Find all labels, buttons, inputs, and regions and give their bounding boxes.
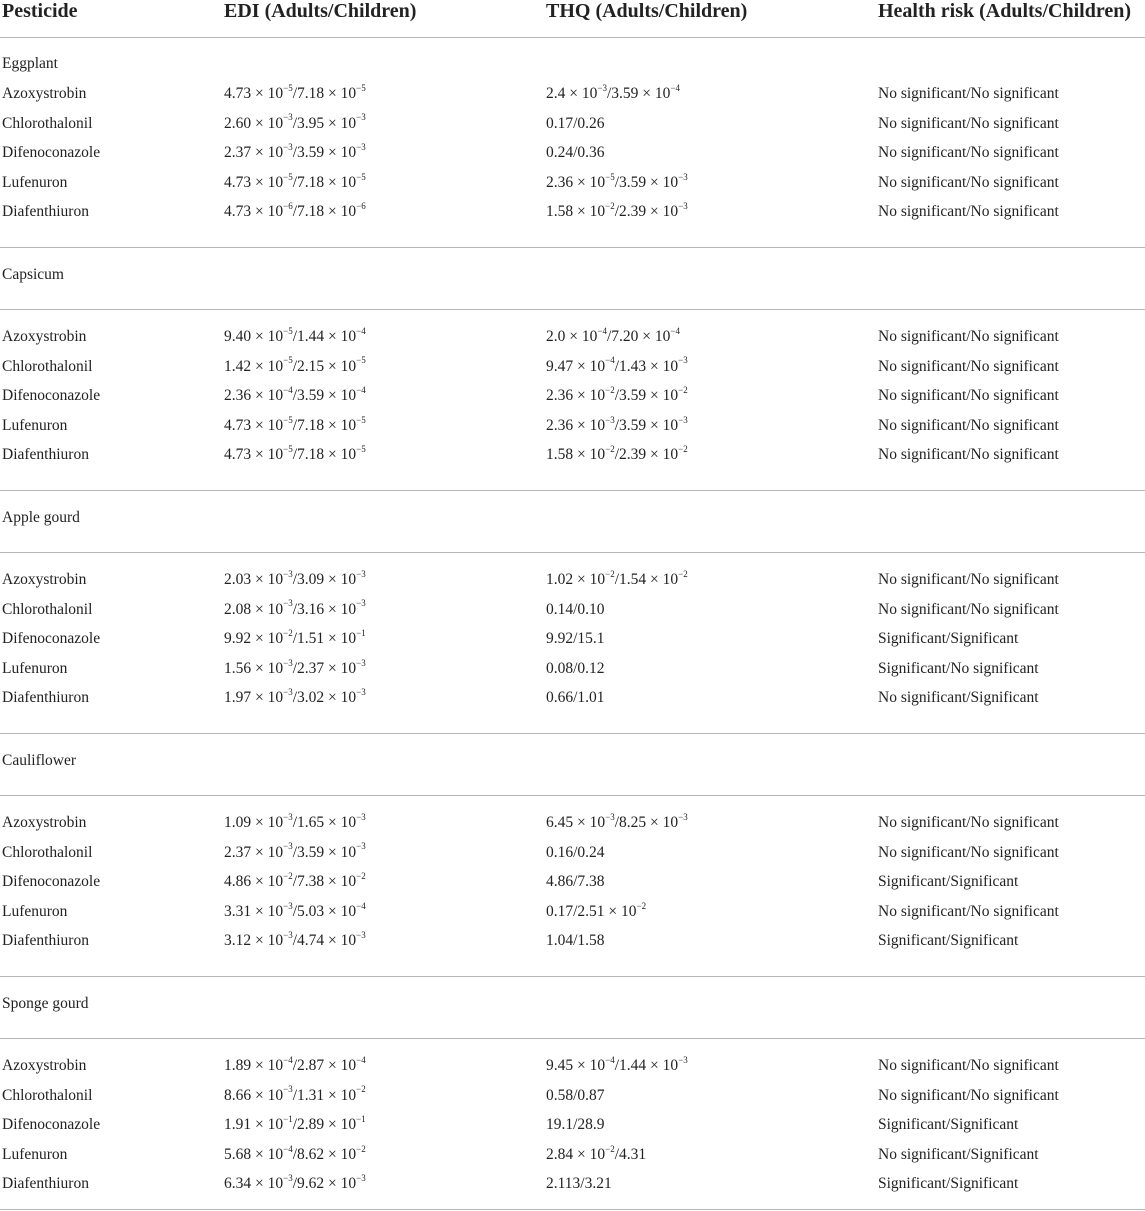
cell-thq: $0.17/2.51 \times 10^{-2}$ [546,900,647,920]
cell-thq: $1.02 \times 10^{-2}/1.54 \times 10^{-2}$ [546,568,688,588]
cell-edi: $9.40 \times 10^{-5}/1.44 \times 10^{-4}$ [224,325,366,345]
cell-pesticide: Chlorothalonil [2,357,93,375]
table-header [0,0,1145,37]
cell-thq: 0.24/0.36 [546,144,605,162]
cell-thq: 0.17/0.26 [546,114,605,132]
divider [0,37,1145,38]
table-row [0,326,1145,348]
divider [0,552,1145,553]
cell-thq: 19.1/28.9 [546,1116,605,1134]
cell-pesticide: Difenoconazole [2,144,101,162]
cell-edi: $1.91 \times 10^{-1}/2.89 \times 10^{-1}$ [224,1114,366,1134]
cell-pesticide: Lufenuron [2,902,68,920]
cell-edi: $2.08 \times 10^{-3}/3.16 \times 10^{-3}$ [224,598,366,618]
cell-health-risk: No significant/No significant [878,1086,1059,1104]
divider [0,309,1145,310]
cell-thq: $1.58 \times 10^{-2}/2.39 \times 10^{-3}$ [546,201,688,221]
cell-pesticide: Diafenthiuron [2,446,89,464]
column-header-edi: EDI (Adults/Children) [224,0,417,22]
cell-thq: $9.45 \times 10^{-4}/1.44 \times 10^{-3}$ [546,1054,688,1074]
cell-edi: $3.31 \times 10^{-3}/5.03 \times 10^{-4}$ [224,900,366,920]
cell-health-risk: No significant/No significant [878,571,1059,588]
cell-thq: $2.36 \times 10^{-2}/3.59 \times 10^{-2}$ [546,385,688,405]
cell-health-risk: No significant/Significant [878,1145,1039,1163]
cell-pesticide: Difenoconazole [2,1116,101,1134]
cell-edi: $2.60 \times 10^{-3}/3.95 \times 10^{-3}$ [224,112,366,132]
table-row [0,569,1145,591]
section-label: Sponge gourd [2,995,89,1012]
table-row [0,599,1145,621]
table-row [0,1055,1145,1077]
section-label: Eggplant [2,55,58,72]
cell-health-risk: No significant/No significant [878,1057,1059,1074]
table-row [0,812,1145,834]
cell-pesticide: Azoxystrobin [2,1057,87,1074]
cell-health-risk: No significant/No significant [878,357,1059,375]
table-row [0,871,1145,893]
cell-health-risk: Significant/Significant [878,630,1019,648]
divider [0,1209,1145,1210]
cell-health-risk: No significant/No significant [878,814,1059,831]
cell-pesticide: Chlorothalonil [2,600,93,618]
column-header-health-risk: Health risk (Adults/Children) [878,0,1131,22]
cell-health-risk: No significant/No significant [878,328,1059,345]
cell-edi: $2.03 \times 10^{-3}/3.09 \times 10^{-3}$ [224,568,366,588]
cell-edi: $2.37 \times 10^{-3}/3.59 \times 10^{-3}$ [224,841,366,861]
cell-health-risk: Significant/Significant [878,1175,1019,1193]
cell-edi: $9.92 \times 10^{-2}/1.51 \times 10^{-1}$ [224,628,366,648]
column-header-thq: THQ (Adults/Children) [546,0,748,22]
cell-pesticide: Azoxystrobin [2,85,87,102]
cell-thq: $2.4 \times 10^{-3}/3.59 \times 10^{-4}$ [546,82,680,102]
cell-edi: $4.73 \times 10^{-5}/7.18 \times 10^{-5}$ [224,444,366,464]
cell-health-risk: No significant/No significant [878,843,1059,861]
cell-edi: $1.89 \times 10^{-4}/2.87 \times 10^{-4}$ [224,1054,366,1074]
table-row [0,83,1145,105]
divider [0,795,1145,796]
divider [0,247,1145,248]
cell-thq: $2.36 \times 10^{-5}/3.59 \times 10^{-3}$ [546,171,688,191]
cell-thq: $2.36 \times 10^{-3}/3.59 \times 10^{-3}$ [546,414,688,434]
table-row [0,658,1145,680]
cell-thq: 9.92/15.1 [546,630,605,648]
cell-thq: 0.66/1.01 [546,689,605,707]
column-header-pesticide: Pesticide [2,0,78,22]
cell-edi: $3.12 \times 10^{-3}/4.74 \times 10^{-3}$ [224,930,366,950]
cell-edi: $1.42 \times 10^{-5}/2.15 \times 10^{-5}$ [224,355,366,375]
table-row [0,113,1145,135]
cell-edi: $4.73 \times 10^{-5}/7.18 \times 10^{-5}$ [224,82,366,102]
table-row [0,201,1145,223]
cell-pesticide: Azoxystrobin [2,571,87,588]
cell-pesticide: Chlorothalonil [2,114,93,132]
cell-health-risk: No significant/No significant [878,416,1059,434]
table-row [0,628,1145,650]
cell-edi: $1.09 \times 10^{-3}/1.65 \times 10^{-3}$ [224,811,366,831]
cell-health-risk: No significant/No significant [878,173,1059,191]
cell-pesticide: Lufenuron [2,416,68,434]
cell-pesticide: Difenoconazole [2,630,101,648]
cell-health-risk: No significant/No significant [878,902,1059,920]
cell-thq: 0.16/0.24 [546,843,605,861]
cell-thq: $9.47 \times 10^{-4}/1.43 \times 10^{-3}$ [546,355,688,375]
table-row [0,444,1145,466]
cell-pesticide: Diafenthiuron [2,689,89,707]
table-row [0,842,1145,864]
cell-health-risk: No significant/No significant [878,387,1059,405]
cell-health-risk: Significant/Significant [878,873,1019,891]
table-row [0,901,1145,923]
cell-pesticide: Azoxystrobin [2,328,87,345]
cell-pesticide: Azoxystrobin [2,814,87,831]
cell-health-risk: No significant/No significant [878,600,1059,618]
cell-thq: 1.04/1.58 [546,932,605,950]
cell-thq: 0.14/0.10 [546,600,605,618]
cell-edi: $1.56 \times 10^{-3}/2.37 \times 10^{-3}$ [224,657,366,677]
section-label: Cauliflower [2,752,77,769]
cell-thq: 0.08/0.12 [546,659,605,677]
table-row [0,415,1145,437]
table-row [0,1144,1145,1166]
divider [0,490,1145,491]
cell-edi: $4.73 \times 10^{-5}/7.18 \times 10^{-5}$ [224,414,366,434]
table-row [0,1114,1145,1136]
cell-pesticide: Diafenthiuron [2,1175,89,1193]
cell-health-risk: Significant/No significant [878,659,1039,677]
cell-edi: $8.66 \times 10^{-3}/1.31 \times 10^{-2}$ [224,1084,366,1104]
cell-health-risk: Significant/Significant [878,932,1019,950]
cell-edi: $5.68 \times 10^{-4}/8.62 \times 10^{-2}$ [224,1143,366,1163]
cell-health-risk: No significant/No significant [878,446,1059,464]
cell-pesticide: Diafenthiuron [2,203,89,221]
cell-pesticide: Lufenuron [2,1145,68,1163]
section-label: Apple gourd [2,509,80,526]
cell-thq: 0.58/0.87 [546,1086,605,1104]
cell-pesticide: Lufenuron [2,173,68,191]
cell-edi: $4.86 \times 10^{-2}/7.38 \times 10^{-2}$ [224,871,366,891]
cell-edi: $6.34 \times 10^{-3}/9.62 \times 10^{-3}$ [224,1173,366,1193]
section-label: Capsicum [2,266,64,283]
table-row [0,687,1145,709]
cell-pesticide: Difenoconazole [2,387,101,405]
cell-edi: $4.73 \times 10^{-5}/7.18 \times 10^{-5}$ [224,171,366,191]
cell-edi: $2.37 \times 10^{-3}/3.59 \times 10^{-3}$ [224,142,366,162]
table-row [0,385,1145,407]
table-row [0,1173,1145,1195]
cell-pesticide: Difenoconazole [2,873,101,891]
table-row [0,930,1145,952]
cell-health-risk: No significant/No significant [878,114,1059,132]
table-row [0,142,1145,164]
divider [0,733,1145,734]
cell-thq: 4.86/7.38 [546,873,605,891]
cell-pesticide: Lufenuron [2,659,68,677]
cell-health-risk: No significant/No significant [878,144,1059,162]
cell-thq: $6.45 \times 10^{-3}/8.25 \times 10^{-3}$ [546,811,688,831]
cell-pesticide: Diafenthiuron [2,932,89,950]
cell-pesticide: Chlorothalonil [2,843,93,861]
cell-thq: 2.113/3.21 [546,1175,612,1193]
cell-thq: $2.0 \times 10^{-4}/7.20 \times 10^{-4}$ [546,325,680,345]
cell-thq: $1.58 \times 10^{-2}/2.39 \times 10^{-2}$ [546,444,688,464]
table-row [0,356,1145,378]
cell-health-risk: No significant/No significant [878,85,1059,102]
cell-health-risk: No significant/No significant [878,203,1059,221]
cell-pesticide: Chlorothalonil [2,1086,93,1104]
cell-health-risk: No significant/Significant [878,689,1039,707]
divider [0,1038,1145,1039]
cell-health-risk: Significant/Significant [878,1116,1019,1134]
table-row [0,1085,1145,1107]
table-row [0,172,1145,194]
cell-edi: $4.73 \times 10^{-6}/7.18 \times 10^{-6}$ [224,201,366,221]
cell-thq: $2.84 \times 10^{-2}/4.31$ [546,1143,647,1163]
cell-edi: $1.97 \times 10^{-3}/3.02 \times 10^{-3}$ [224,687,366,707]
cell-edi: $2.36 \times 10^{-4}/3.59 \times 10^{-4}$ [224,385,366,405]
divider [0,976,1145,977]
